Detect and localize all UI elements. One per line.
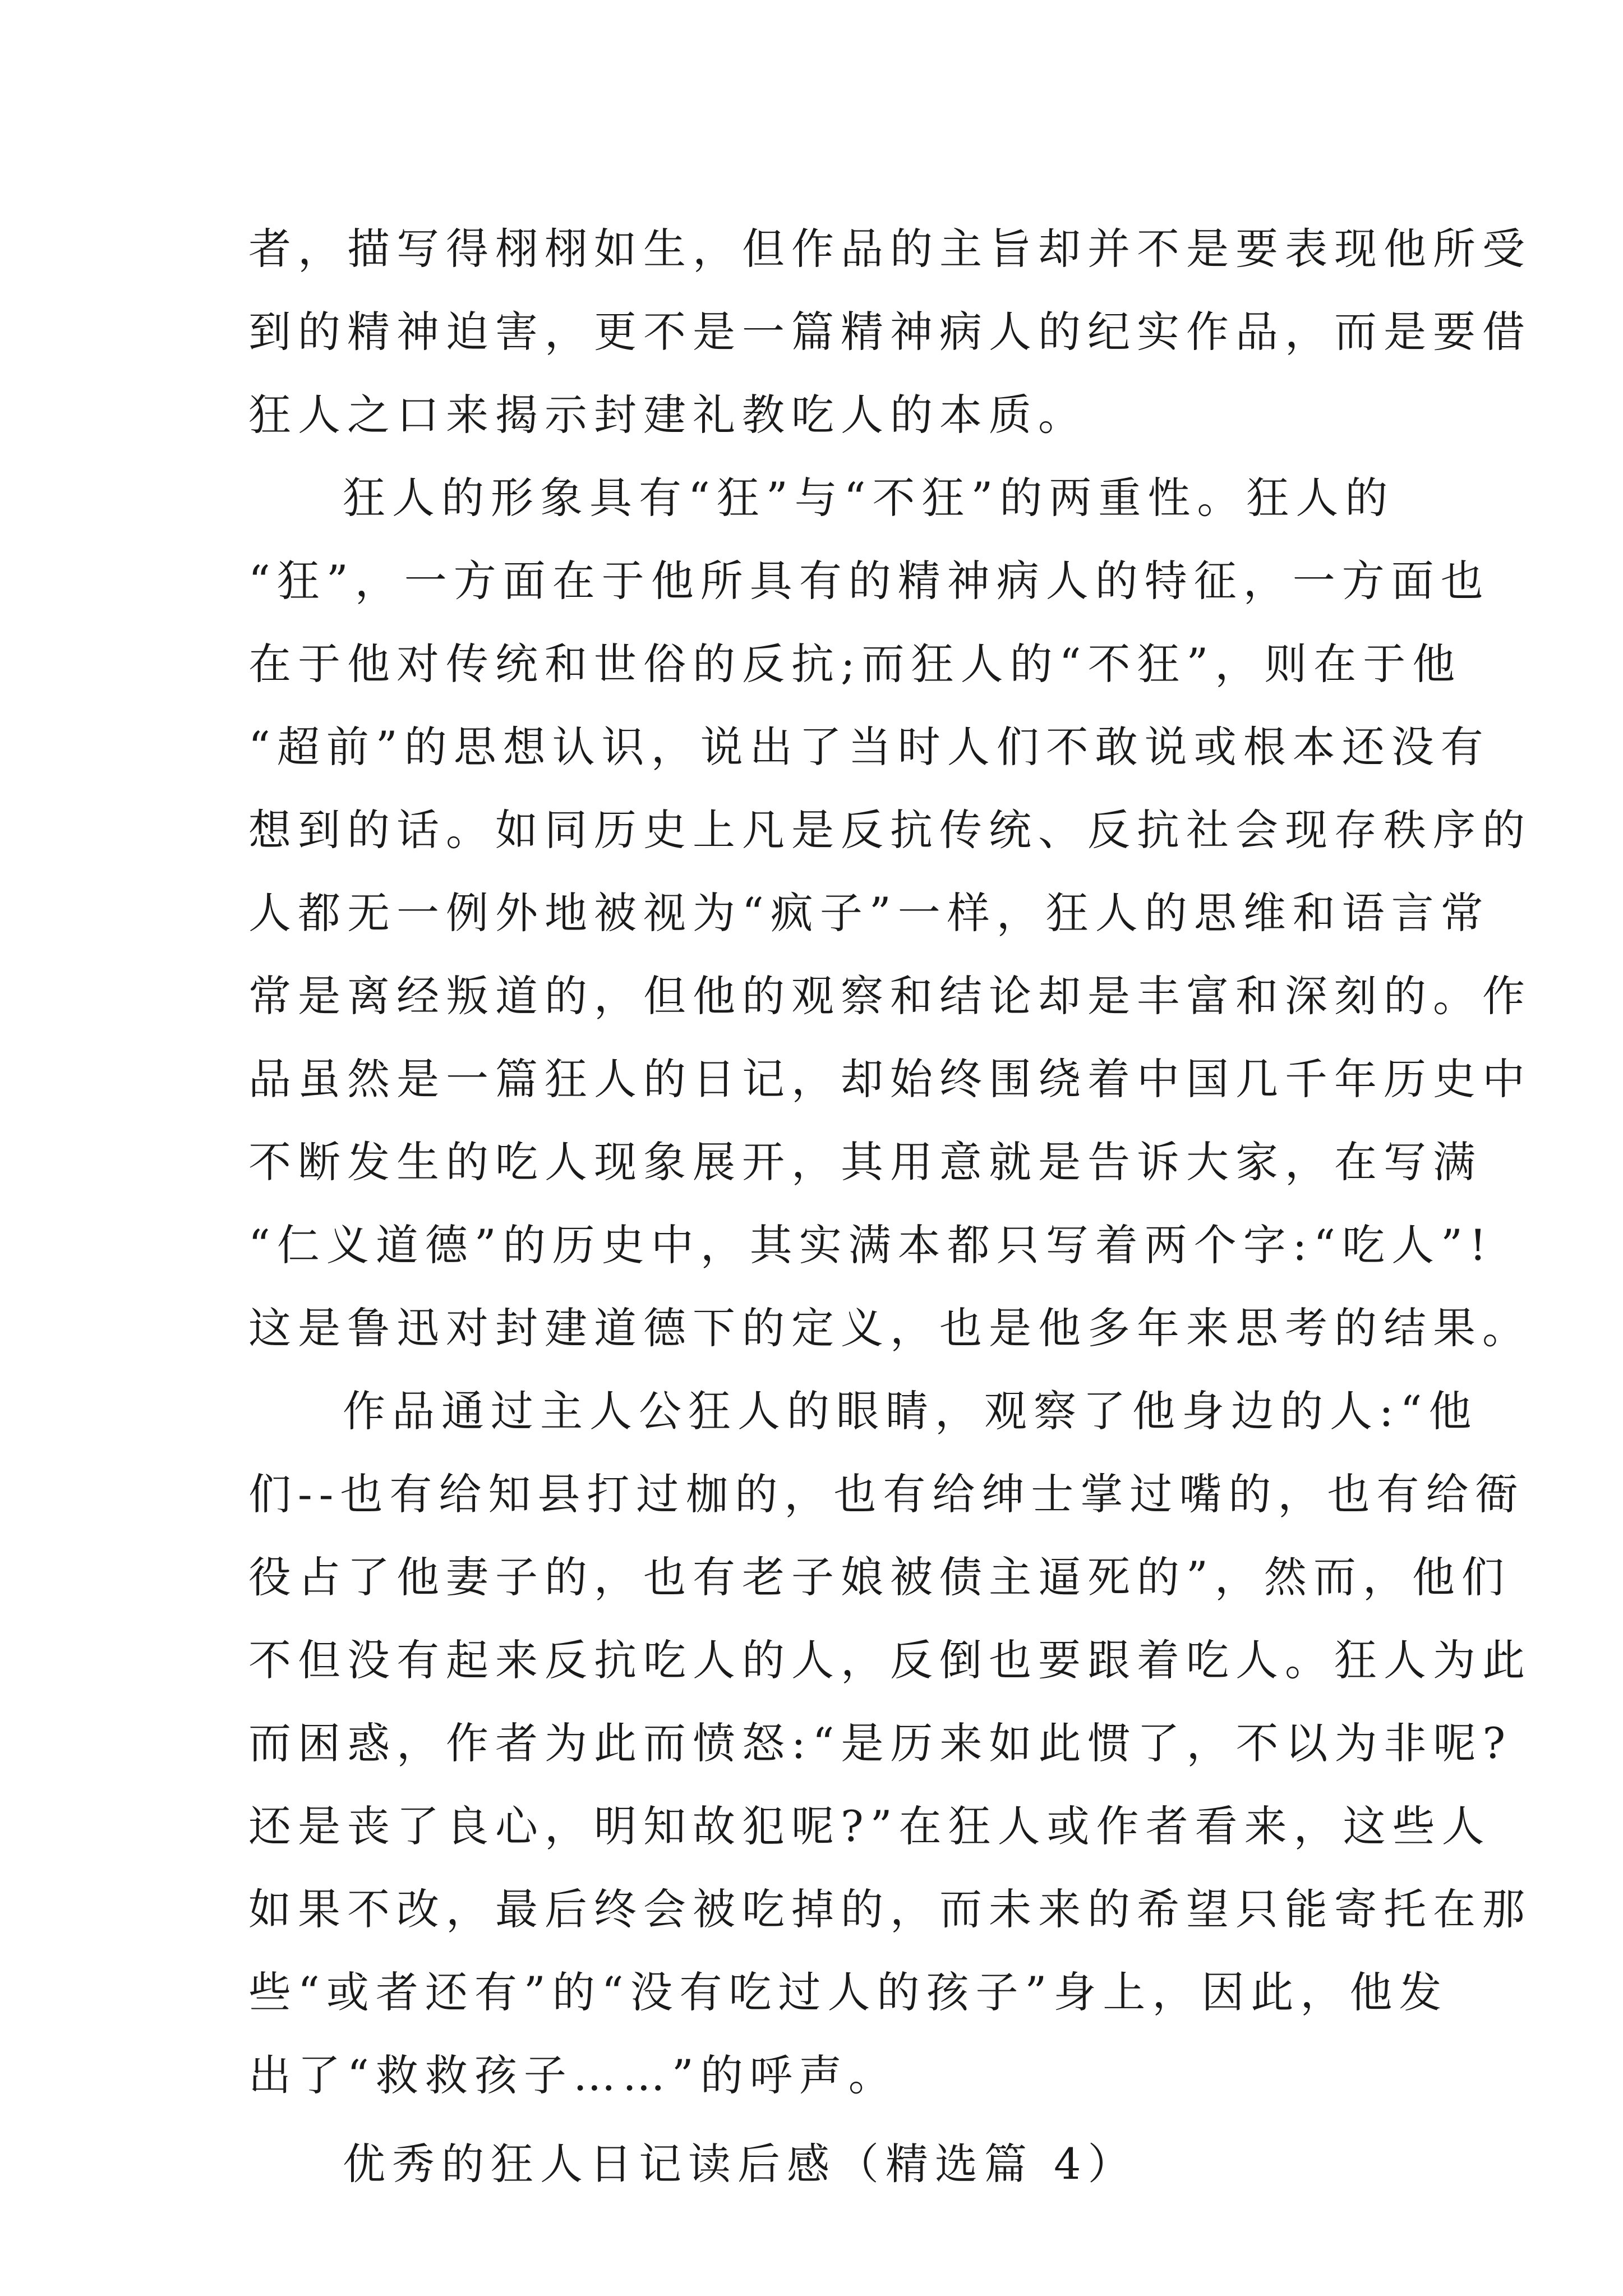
- text-line: 而困惑，作者为此而愤怒:“是历来如此惯了，不以为非呢?: [248, 1718, 1513, 1768]
- text-line: 狂人之口来揭示封建礼教吃人的本质。: [248, 390, 1087, 440]
- text-line: 役占了他妻子的，也有老子娘被债主逼死的”，然而，他们: [248, 1552, 1511, 1602]
- text-line: “狂”，一方面在于他所具有的精神病人的特征，一方面也: [248, 556, 1490, 606]
- text-line: 品虽然是一篇狂人的日记，却始终围绕着中国几千年历史中: [248, 1054, 1532, 1104]
- text-line: 不但没有起来反抗吃人的人，反倒也要跟着吃人。狂人为此: [248, 1635, 1532, 1685]
- text-line: 到的精神迫害，更不是一篇精神病人的纪实作品，而是要借: [248, 307, 1532, 357]
- text-line: 出了“救救孩子……”的呼声。: [248, 2050, 898, 2100]
- text-line: 在于他对传统和世俗的反抗;而狂人的“不狂”，则在于他: [248, 639, 1462, 689]
- document-body: [248, 208, 1532, 2206]
- text-line: 者，描写得栩栩如生，但作品的主旨却并不是要表现他所受: [248, 224, 1532, 274]
- text-line: 常是离经叛道的，但他的观察和结论却是丰富和深刻的。作: [248, 971, 1532, 1021]
- text-line: 们--也有给知县打过枷的，也有给绅士掌过嘴的，也有给衙: [248, 1469, 1525, 1519]
- text-line: “仁义道德”的历史中，其实满本都只写着两个字:“吃人”!: [248, 1220, 1493, 1270]
- text-line: 作品通过主人公狂人的眼睛，观察了他身边的人:“他: [343, 1386, 1478, 1436]
- text-line: 些“或者还有”的“没有吃过人的孩子”身上，因此，他发: [248, 1967, 1449, 2017]
- section-heading: 优秀的狂人日记读后感（精选篇 4）: [343, 2139, 1137, 2189]
- text-line: 想到的话。如同历史上凡是反抗传统、反抗社会现存秩序的: [248, 805, 1532, 855]
- text-line: 还是丧了良心，明知故犯呢?”在狂人或作者看来，这些人: [248, 1801, 1491, 1851]
- text-line: “超前”的思想认识，说出了当时人们不敢说或根本还没有: [248, 722, 1490, 772]
- text-line: 人都无一例外地被视为“疯子”一样，狂人的思维和语言常: [248, 888, 1490, 938]
- text-line: 狂人的形象具有“狂”与“不狂”的两重性。狂人的: [343, 473, 1395, 523]
- paragraph-1: [248, 208, 1532, 457]
- text-line: 如果不改，最后终会被吃掉的，而未来的希望只能寄托在那: [248, 1884, 1532, 1934]
- text-line: 不断发生的吃人现象展开，其用意就是告诉大家，在写满: [248, 1137, 1482, 1187]
- paragraph-3: [248, 1370, 1532, 2117]
- text-line: 这是鲁迅对封建道德下的定义，也是他多年来思考的结果。: [248, 1303, 1532, 1353]
- paragraph-2: [248, 457, 1532, 1370]
